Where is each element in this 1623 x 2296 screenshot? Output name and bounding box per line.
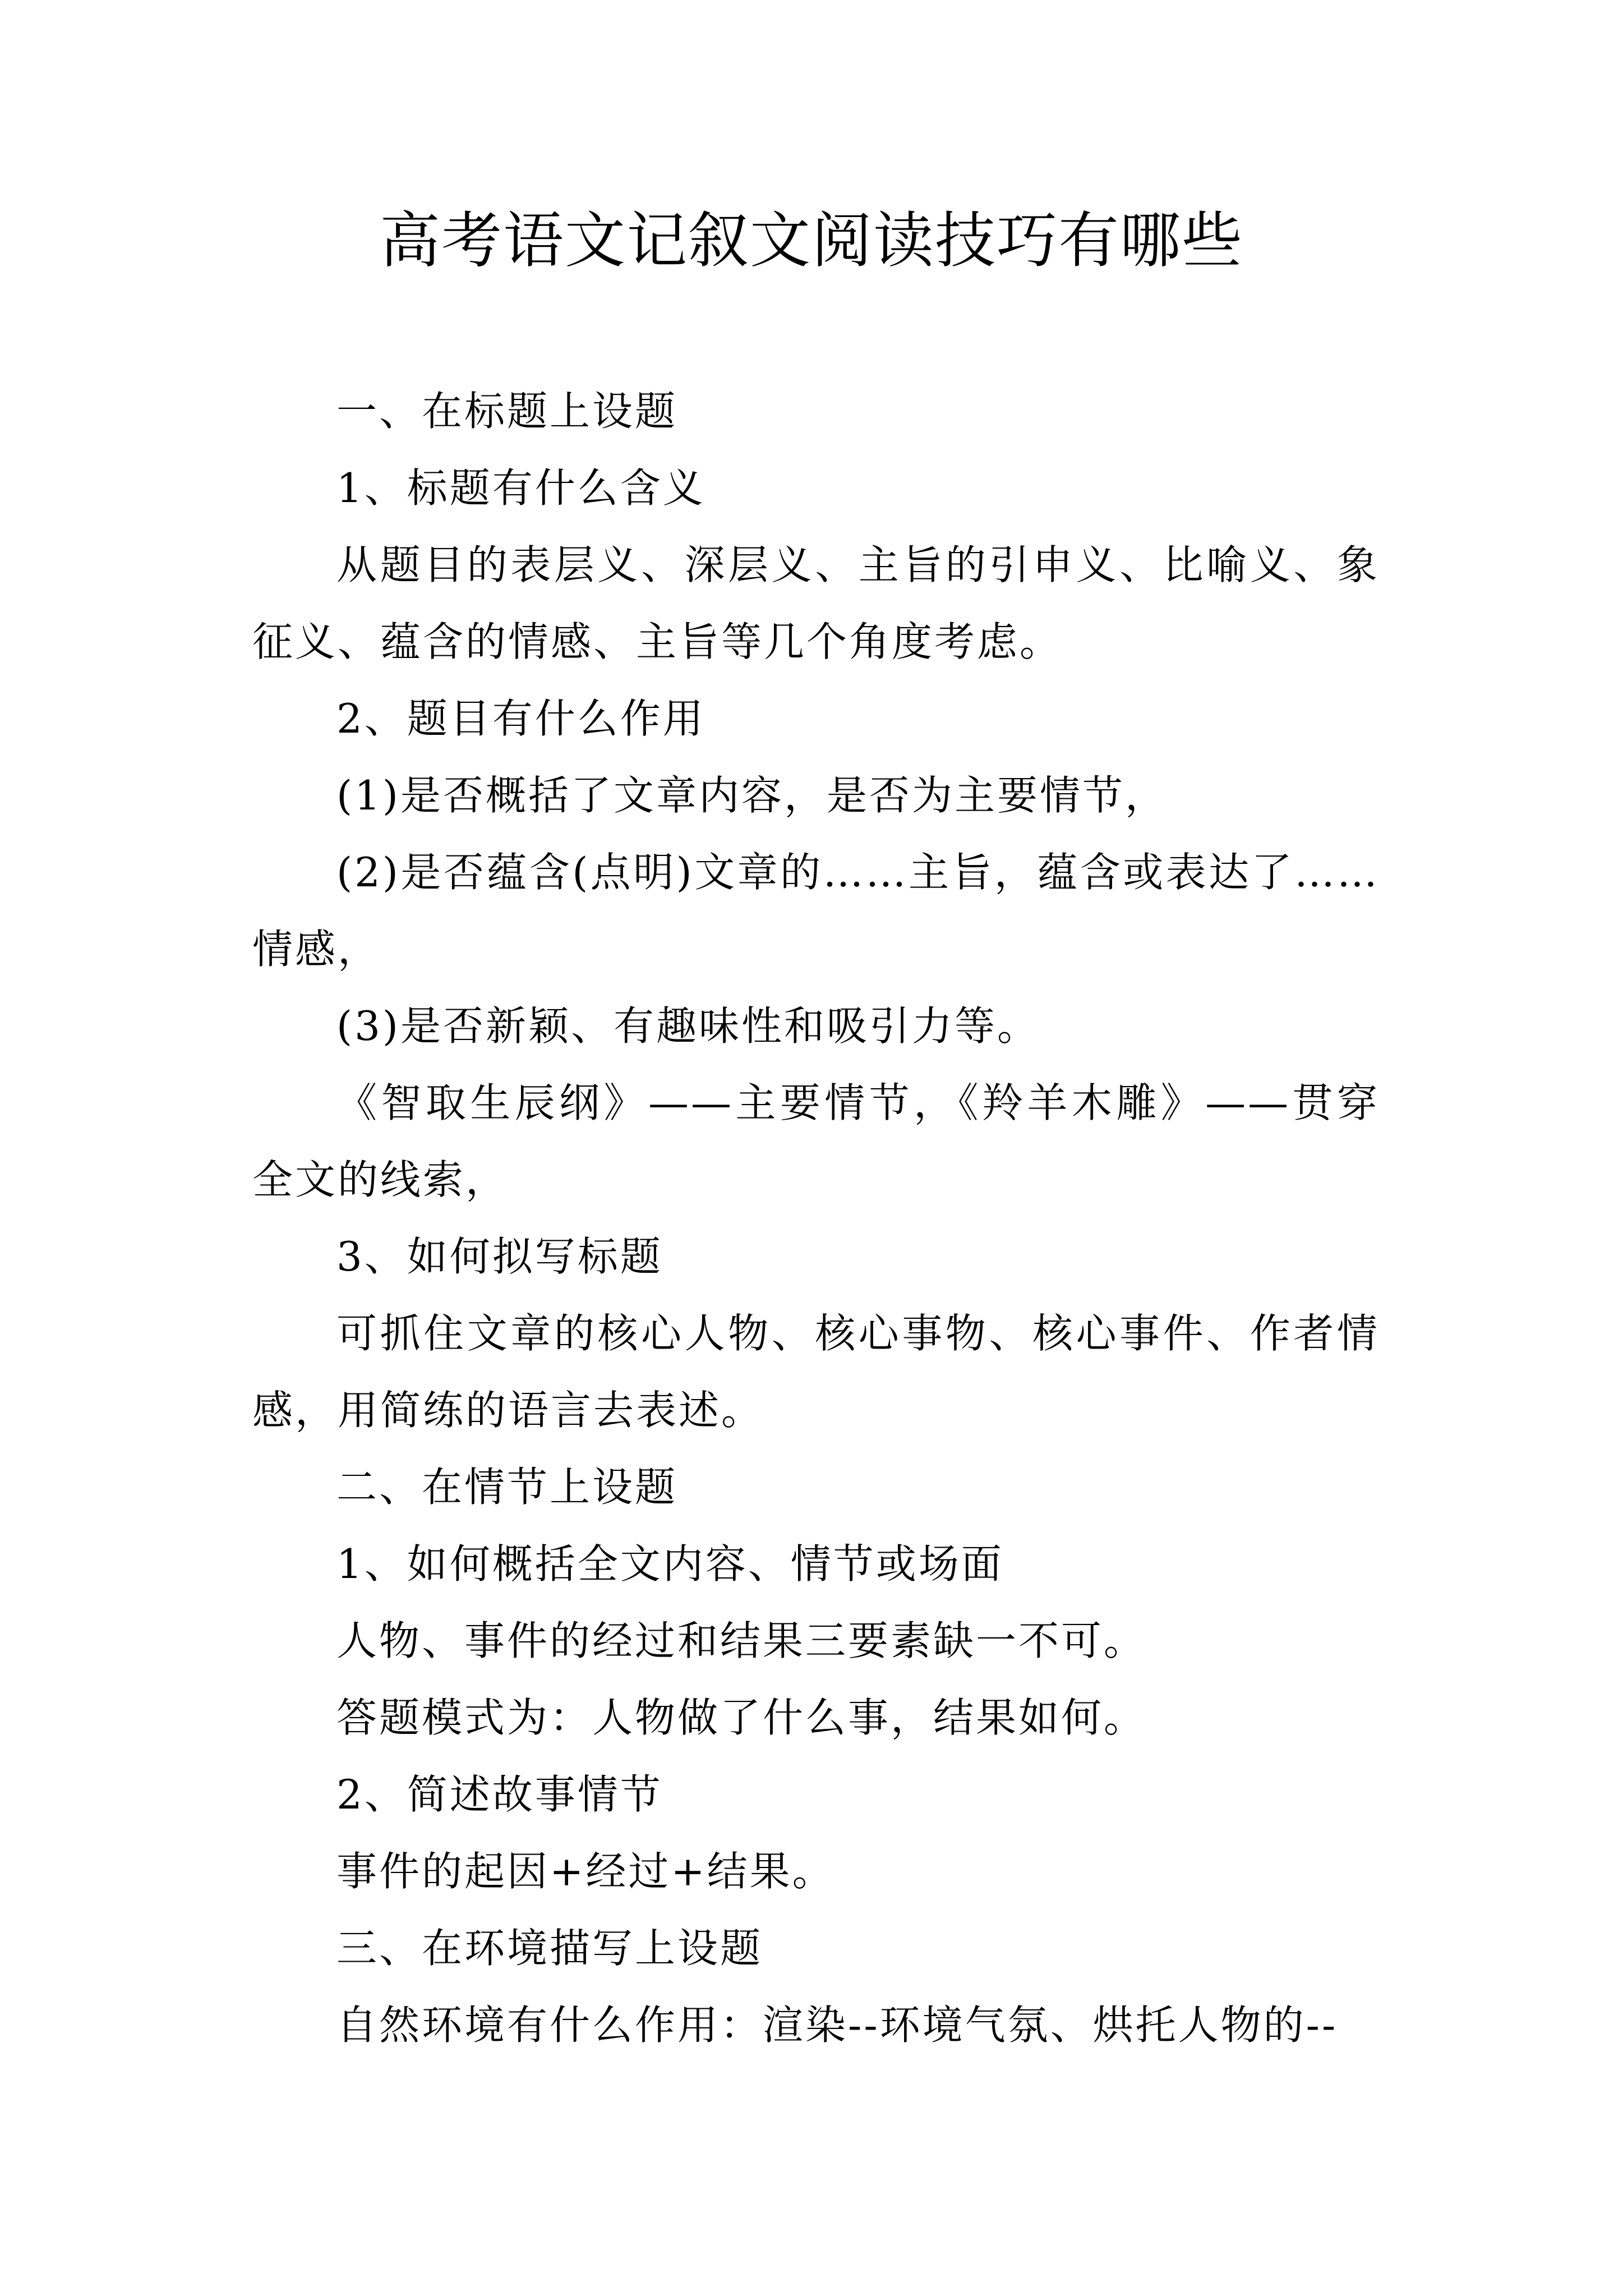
subheading-1-3: 3、如何拟写标题 bbox=[336, 1233, 663, 1280]
section-heading-2: 二、在情节上设题 bbox=[336, 1464, 678, 1511]
document-title: 高考语文记叙文阅读技巧有哪些 bbox=[379, 206, 1243, 276]
paragraph: 可抓住文章的核心人物、核心事物、核心事件、作者情感，用简练的语言去表述。 bbox=[252, 1310, 1380, 1434]
paragraph: 自然环境有什么作用：渲染--环境气氛、烘托人物的-- bbox=[336, 2001, 1338, 2049]
document-body bbox=[252, 373, 1380, 2064]
subheading-2-2: 2、简述故事情节 bbox=[336, 1771, 663, 1818]
subheading-1-2: 2、题目有什么作用 bbox=[336, 695, 706, 742]
section-heading-1: 一、在标题上设题 bbox=[336, 388, 678, 435]
subheading-1-1: 1、标题有什么含义 bbox=[336, 464, 706, 512]
paragraph: 答题模式为：人物做了什么事，结果如何。 bbox=[336, 1694, 1147, 1741]
list-item: (2)是否蕴含(点明)文章的……主旨，蕴含或表达了……情感， bbox=[252, 849, 1380, 973]
paragraph: 从题目的表层义、深层义、主旨的引申义、比喻义、象征义、蕴含的情感、主旨等几个角度考虑。 bbox=[252, 541, 1380, 665]
subheading-2-1: 1、如何概括全文内容、情节或场面 bbox=[336, 1540, 1004, 1588]
section-heading-3: 三、在环境描写上设题 bbox=[336, 1925, 763, 1972]
list-item: (3)是否新颖、有趣味性和吸引力等。 bbox=[336, 1002, 1040, 1050]
paragraph: 人物、事件的经过和结果三要素缺一不可。 bbox=[336, 1617, 1147, 1664]
list-item: (1)是否概括了文章内容，是否为主要情节， bbox=[336, 772, 1168, 819]
paragraph: 《智取生辰纲》——主要情节，《羚羊木雕》——贯穿全文的线索， bbox=[252, 1079, 1380, 1203]
paragraph: 事件的起因+经过+结果。 bbox=[336, 1848, 835, 1895]
